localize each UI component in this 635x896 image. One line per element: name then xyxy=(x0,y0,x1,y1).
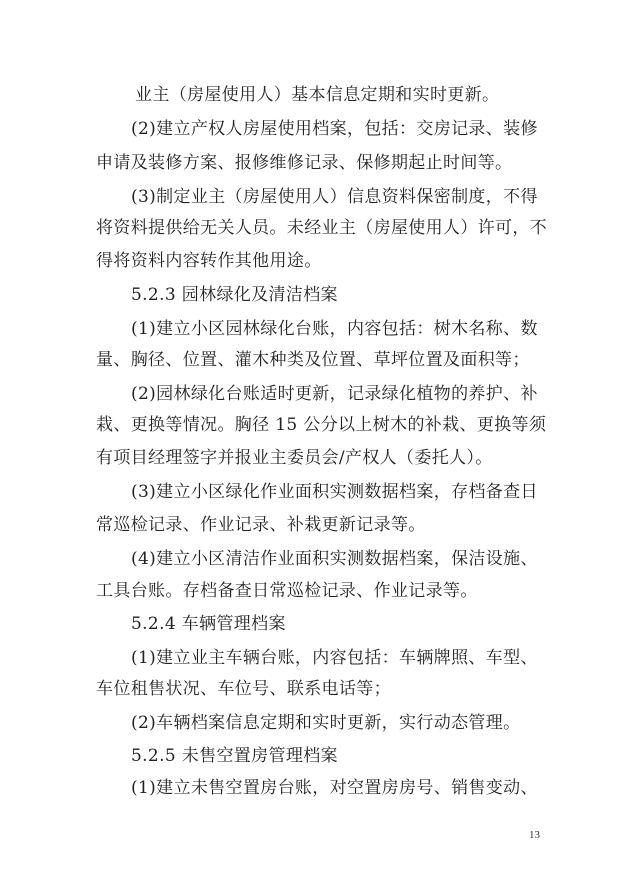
text-line: (2)建立产权人房屋使用档案，包括：交房记录、装修 xyxy=(131,119,538,139)
text-line: 有项目经理签字并报业主委员会/产权人（委托人）。 xyxy=(96,448,493,468)
text-line: 将资料提供给无关人员。未经业主（房屋使用人）许可，不 xyxy=(96,218,548,238)
text-line: 车位租售状况、车位号、联系电话等； xyxy=(96,679,391,699)
text-line: (2)园林绿化台账适时更新，记录绿化植物的养护、补 xyxy=(131,384,538,404)
section-heading: 5.2.4 车辆管理档案 xyxy=(131,614,286,634)
text-line: (3)制定业主（房屋使用人）信息资料保密制度，不得 xyxy=(131,187,538,207)
text-line: (1)建立业主车辆台账，内容包括：车辆牌照、车型、 xyxy=(131,648,538,668)
section-heading: 5.2.5 未售空置房管理档案 xyxy=(131,746,338,766)
page-number: 13 xyxy=(529,829,540,841)
text-line: 得将资料内容转作其他用途。 xyxy=(96,251,322,271)
text-line: 栽、更换等情况。胸径 15 公分以上树木的补栽、更换等须 xyxy=(96,415,547,435)
text-line: 常巡检记录、作业记录、补栽更新记录等。 xyxy=(96,515,426,535)
text-line: (4)建立小区清洁作业面积实测数据档案，保洁设施、 xyxy=(131,549,538,569)
text-line: (1)建立未售空置房台账，对空置房房号、销售变动、 xyxy=(131,778,538,798)
text-line: 量、胸径、位置、灌木种类及位置、草坪位置及面积等； xyxy=(96,350,530,370)
text-line: (3)建立小区绿化作业面积实测数据档案，存档备查日 xyxy=(131,482,538,502)
text-line: 工具台账。存档备查日常巡检记录、作业记录等。 xyxy=(96,581,478,601)
section-heading: 5.2.3 园林绿化及清洁档案 xyxy=(131,285,338,305)
text-line: 申请及装修方案、报修维修记录、保修期起止时间等。 xyxy=(96,153,513,173)
text-line: (1)建立小区园林绿化台账，内容包括：树木名称、数 xyxy=(131,319,538,339)
text-line: 业主（房屋使用人）基本信息定期和实时更新。 xyxy=(135,85,500,105)
text-line: (2)车辆档案信息定期和实时更新，实行动态管理。 xyxy=(131,713,521,733)
